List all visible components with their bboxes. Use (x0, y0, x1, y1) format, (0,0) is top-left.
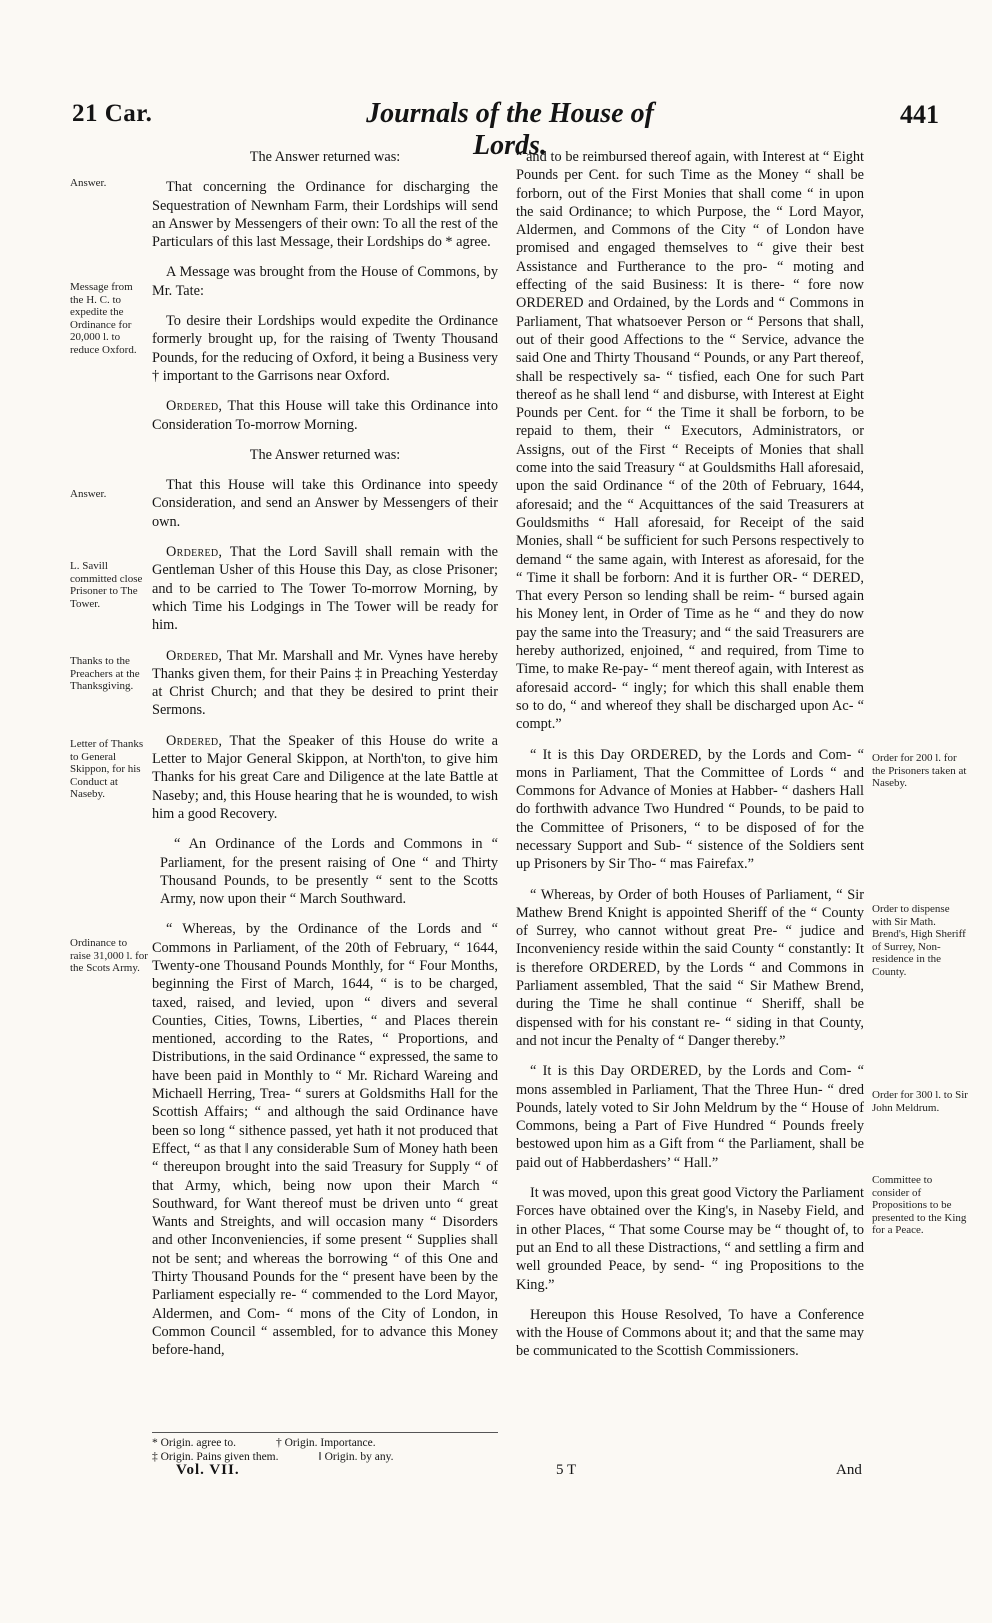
ordinance-title: “ An Ordinance of the Lords and Commons in “ Parliament, for the present raising of One “ and Thirty Thousand Pounds, to be presently “ sent to the Scotts Army, now upon their “ March Southward. (160, 836, 498, 908)
margin-note-letter: Letter of Thanks to General Skippon, for his Conduct at Naseby. (70, 738, 144, 800)
margin-note-answer: Answer. (70, 177, 107, 189)
footnote: ‡ Origin. Pains given them. (152, 1451, 279, 1463)
paragraph (152, 647, 498, 720)
paragraph-text: That the Lord Savill shall remain with the Gentleman Usher of this House this Day, as close Prisoner; and to be carried to The Tower To-morrow Morning, by which Time his Lodgings in The Tower will be ready for him. (152, 544, 498, 634)
ordered-lead: Ordered, (166, 398, 223, 415)
catchword: And (836, 1462, 862, 1478)
paragraph-text: That Mr. Marshall and Mr. Vynes have hereby Thanks given them, for their Pains ‡ in Preaching Yesterday at Christ Church; and that they be desired to print their Sermons. (152, 647, 498, 719)
footnote-line (152, 1436, 498, 1450)
margin-note-meldrum: Order for 300 l. to Sir John Meldrum. (872, 1089, 968, 1114)
running-head-regnal-year: 21 Car. (72, 100, 153, 127)
footnote: * Origin. agree to. (152, 1437, 236, 1449)
margin-note-thanks: Thanks to the Preachers at the Thanksgiving. (70, 655, 140, 692)
paragraph: “ Whereas, by Order of both Houses of Parliament, “ Sir Mathew Brend Knight is appointed Sheriff of the “ County of Surrey, who cannot without great Pre- “ judice and Inconveniency reside within the said County “ constantly: It is therefore ORDERED, by the Lords “ and Commons in Parliament assembled, That the said “ Sir Mathew Brend, during the Time he shall continue “ Sheriff, shall be dispensed with for his constant re- “ siding in that County, and not incur the Penalty of “ Danger thereby.” (516, 886, 864, 1049)
footnote: † Origin. Importance. (276, 1437, 376, 1449)
page-number: 441 (900, 100, 939, 129)
signature-mark: 5 T (556, 1462, 577, 1478)
running-head-title: Journals of the House of Lords. (366, 98, 654, 161)
ordered-lead: Ordered, (166, 732, 223, 749)
margin-note-message: Message from the H. C. to expedite the Ordinance for 20,000 l. to reduce Oxford. (70, 281, 137, 356)
margin-note-ordinance: Ordinance to raise 31,000 l. for the Scots Army. (70, 937, 148, 974)
ordered-lead: Ordered, (166, 647, 223, 664)
paragraph (152, 397, 498, 434)
right-column (516, 148, 864, 1361)
left-column (152, 148, 498, 1360)
paragraph (152, 732, 498, 823)
paragraph: The Answer returned was: (249, 446, 401, 463)
footnotes (152, 1432, 498, 1464)
paragraph (152, 543, 498, 634)
paragraph-text: That this House will take this Ordinance into Consideration To-morrow Morning. (152, 398, 498, 433)
paragraph: A Message was brought from the House of Commons, by Mr. Tate: (152, 264, 498, 299)
paragraph: It was moved, upon this great good Victory the Parliament Forces have obtained over the King's, in Naseby Field, and in other Places, “ That some Course may be “ thought of, to put an End to all these Distractions, “ and settling a firm and well grounded Peace, by send- “ ing Propositions to the King.” (516, 1185, 864, 1293)
ordered-lead: Ordered, (166, 544, 223, 561)
paragraph: To desire their Lordships would expedite the Ordinance formerly brought up, for the raising of Twenty Thousand Pounds, for the reducing of Oxford, it being a Business very † important to the Garrisons near Oxford. (152, 313, 498, 384)
volume-label: Vol. VII. (176, 1462, 240, 1478)
footnote: ‖ Origin. by any. (318, 1451, 394, 1463)
margin-note-savill: L. Savill committed close Prisoner to The Tower. (70, 560, 143, 610)
paragraph: Hereupon this House Resolved, To have a Conference with the House of Commons about it; and that the same may be communicated to the Scottish Commissioners. (516, 1306, 864, 1360)
margin-note-dispense: Order to dispense with Sir Math. Brend's, High Sheriff of Surrey, Non-residence in the County. (872, 903, 966, 978)
margin-note-committee: Committee to consider of Propositions to be presented to the King for a Peace. (872, 1174, 967, 1236)
paragraph: That concerning the Ordinance for discharging the Sequestration of Newnham Farm, their Lordships will send an Answer by Messengers of their own: To all the rest of the Particulars of this last Message, their Lordships do * agree. (152, 179, 498, 251)
paragraph: “ Whereas, by the Ordinance of the Lords and “ Commons in Parliament, of the 20th of February, “ 1644, Twenty-one Thousand Pounds Monthly, for “ Four Months, beginning the First of March, 1644, “ is to be charged, taxed, raised, and levied, upon “ divers and several Counties, Cities, Towns, Liberties, “ and Places therein mentioned, according to the Rates, “ Proportions, and Distributions, in the said Ordinance “ expressed, the same to have been paid in Monthly to “ Mr. Richard Wareing and Michaell Herring, Trea- “ surers at Goldsmiths Hall for the Scottish Affairs; “ and although the said Ordinance have been so long “ sithence passed, yet hath it not produced that Effect, “ as that ‖ any considerable Sum of Money hath been “ thereupon brought into the said Treasury for Supply “ of that Army, which, being now upon their March “ Southward, for Want thereof must be driven unto “ great Wants and Streights, and will occasion many “ Disorders and other Inconveniencies, if some present “ Supplies shall not be sent; and whereas the borrowing “ of this One and Thirty Thousand Pounds for the “ present have been by the Parliament especially re- “ commended to the Lord Mayor, Aldermen, and Com- “ mons of the City of London, in Common Council “ assembled, for to advance this Money before-hand, (152, 921, 498, 1359)
paragraph-text: That the Speaker of this House do write a Letter to Major General Skippon, at North'ton, to give him Thanks for his great Care and Diligence at the late Battle at Naseby; and, this House hearing that he is wounded, to wish him a good Recovery. (152, 732, 498, 822)
paragraph: “ and to be reimbursed thereof again, with Interest at “ Eight Pounds per Cent. for such Time as the Money “ shall be forborn, out of the First Monies that shall come “ in upon the said Ordinance; to which Purpose, the “ Lord Mayor, Aldermen, and Commons of the City “ of London have promised and engaged themselves to “ give their best Assistance and Furtherance to the pro- “ moting and effecting of the said Business: It is there- “ fore now ORDERED and Ordained, by the Lords and “ Commons in Parliament, That whatsoever Person or “ Persons that shall, out of their good Affections to the “ Service, advance the said One and Thirty Thousand “ Pounds, or any Part thereof, shall be respectively sa- “ tisfied, each One for such Part thereof as he shall lend “ and disburse, with Interest at Eight Pounds per Cent. for “ the Time it shall be forborn, to be repaid to them, their “ Executors, Administrators, or Assigns, out of the First “ Receipts of Monies that shall come into the said Treasury “ at Gouldsmiths Hall aforesaid, upon the said Ordinance “ of the 20th of February, 1644, aforesaid; and the “ Acquittances of the said Treasurers at Gouldsmiths “ Hall aforesaid, for Receipt of the said Monies, shall “ be sufficient for such Persons respectively to demand “ the same again, with Interest as aforesaid, for the “ Time it shall be forborn: And it is further OR- “ DERED, That every Person so lending shall be reim- “ bursed again his Money lent, in Order of Time as he “ and they do now pay the same into the Treasury; and “ the said Treasurers are hereby authorized, enjoined, “ and required, from Time to Time, to make Re-pay- “ ment thereof again, with Interest as aforesaid accord- “ ingly; for which this shall enable them so to do, “ and whereof they shall be discharged upon Ac- “ compt.” (516, 149, 864, 733)
paragraph: That this House will take this Ordinance into speedy Consideration, and send an Answer by Messengers of their own. (152, 477, 498, 530)
paragraph: “ It is this Day ORDERED, by the Lords and Com- “ mons in Parliament, That the Committee of Lords “ and Commons for Advance of Monies at Habber- “ dashers Hall do forthwith advance Two Hundred “ Pounds, to be paid to the Committee of Prisoners, “ to be disposed of for the necessary Support and Sub- “ sistence of the Soldiers sent up Prisoners by Sir Tho- “ mas Fairefax.” (516, 746, 864, 873)
paragraph: The Answer returned was: (249, 149, 401, 165)
margin-note-order-200: Order for 200 l. for the Prisoners taken at Naseby. (872, 752, 967, 789)
margin-note-answer: Answer. (70, 488, 107, 500)
paragraph: “ It is this Day ORDERED, by the Lords and Com- “ mons assembled in Parliament, That the Three Hun- “ dred Pounds, lately voted to Sir John Meldrum by the “ House of Commons, being a Part of Five Hundred “ Pounds freely bestowed upon him as a Gift from “ the Parliament, shall be paid out of Habberdashers’ “ Hall.” (516, 1063, 864, 1171)
